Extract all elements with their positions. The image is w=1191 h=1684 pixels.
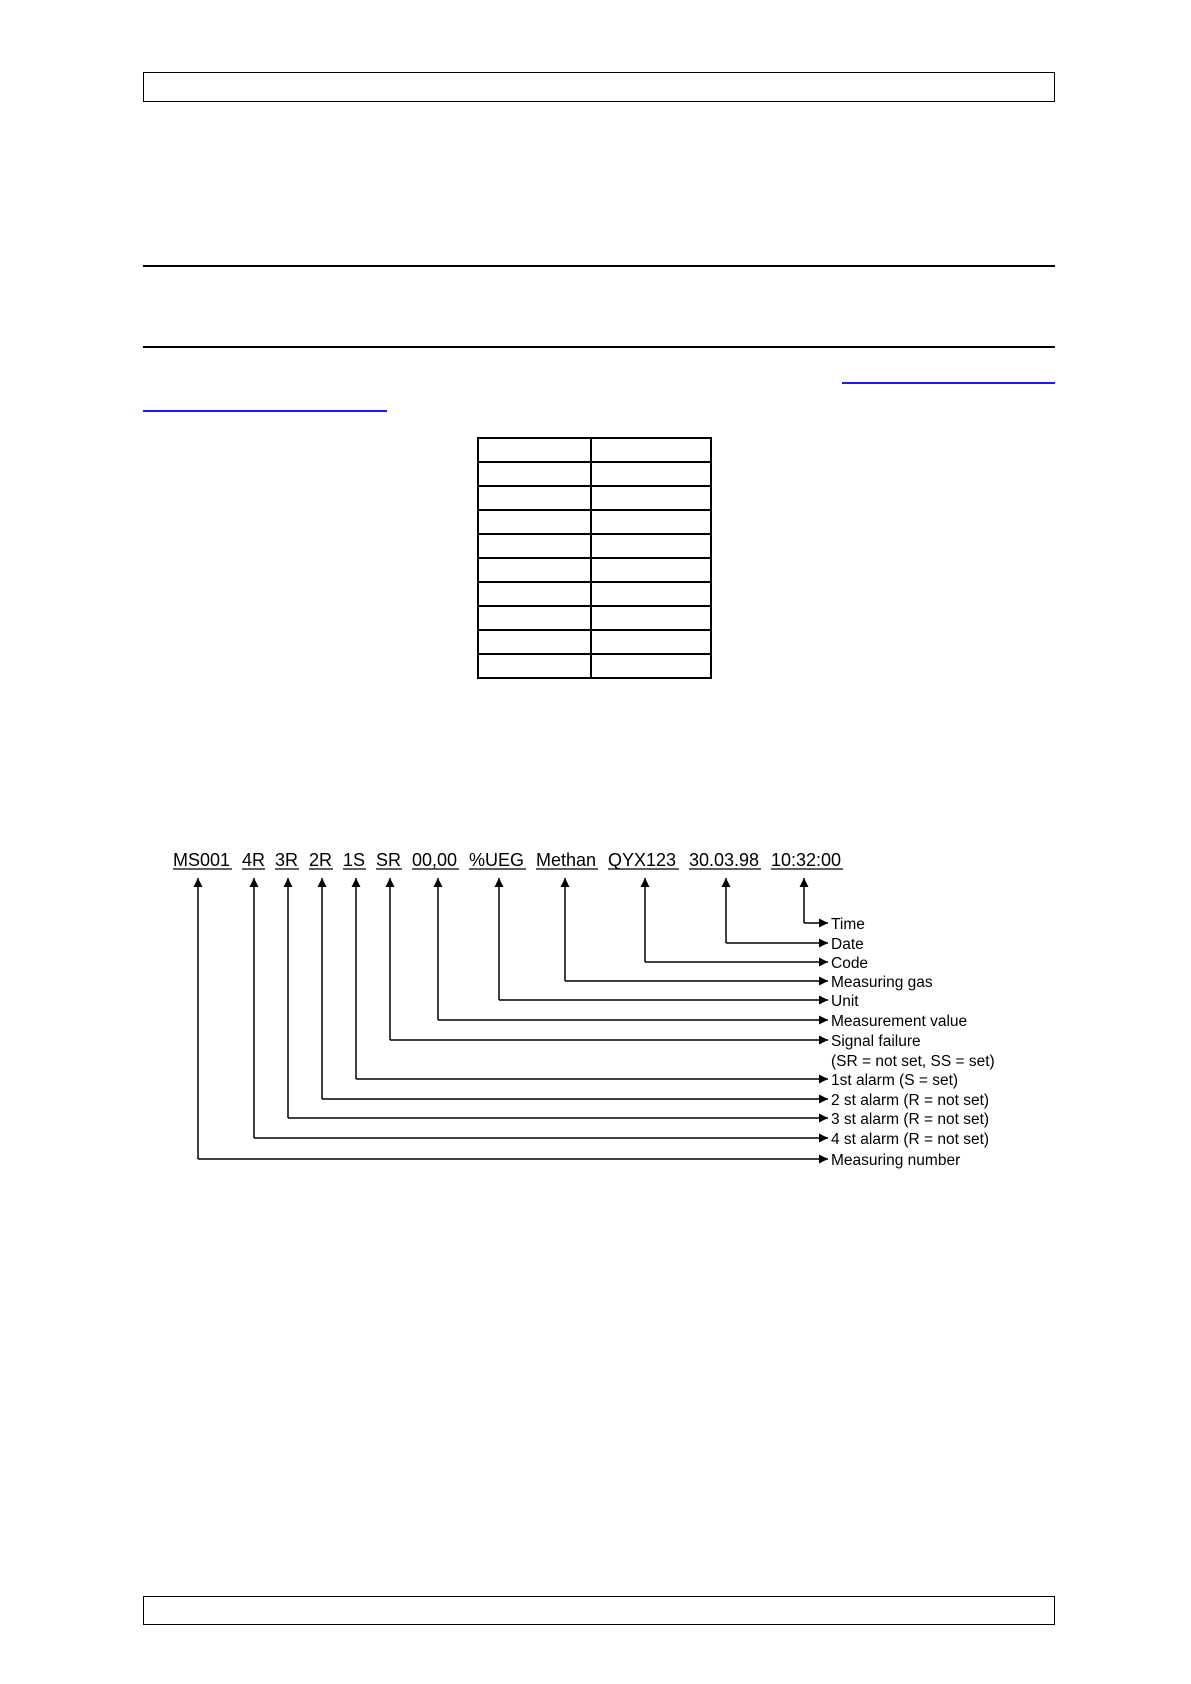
segment-measuring-number: MS001 <box>173 850 231 870</box>
segment-alarm1: 1S <box>343 850 366 870</box>
legend-date: Date <box>831 936 864 953</box>
segment-alarm2: 2R <box>309 850 333 870</box>
legend-alarm2: 2 st alarm (R = not set) <box>831 1092 990 1109</box>
legend-signal-failure-note: (SR = not set, SS = set) <box>831 1053 995 1070</box>
segment-unit: %UEG <box>469 850 525 870</box>
segment-measuring-gas: Methan <box>536 850 597 870</box>
legend-alarm1: 1st alarm (S = set) <box>831 1072 959 1089</box>
segment-date: 30.03.98 <box>689 850 760 870</box>
segment-measurement-value: 00,00 <box>412 850 458 870</box>
segment-alarm4: 4R <box>242 850 266 870</box>
legend-time: Time <box>831 916 865 933</box>
legend-measuring-gas: Measuring gas <box>831 974 933 991</box>
segment-code: QYX123 <box>608 850 677 870</box>
page-footer-box <box>143 1596 1055 1625</box>
legend-code: Code <box>831 955 869 972</box>
legend-measuring-number: Measuring number <box>831 1152 961 1169</box>
segment-signal-failure: SR <box>376 850 402 870</box>
segment-alarm3: 3R <box>275 850 299 870</box>
legend-alarm4: 4 st alarm (R = not set) <box>831 1131 990 1148</box>
legend-unit: Unit <box>831 993 859 1010</box>
legend-measurement-value: Measurement value <box>831 1013 968 1030</box>
segment-time: 10:32:00 <box>771 850 842 870</box>
legend-signal-failure: Signal failure <box>831 1033 921 1050</box>
legend-alarm3: 3 st alarm (R = not set) <box>831 1111 990 1128</box>
